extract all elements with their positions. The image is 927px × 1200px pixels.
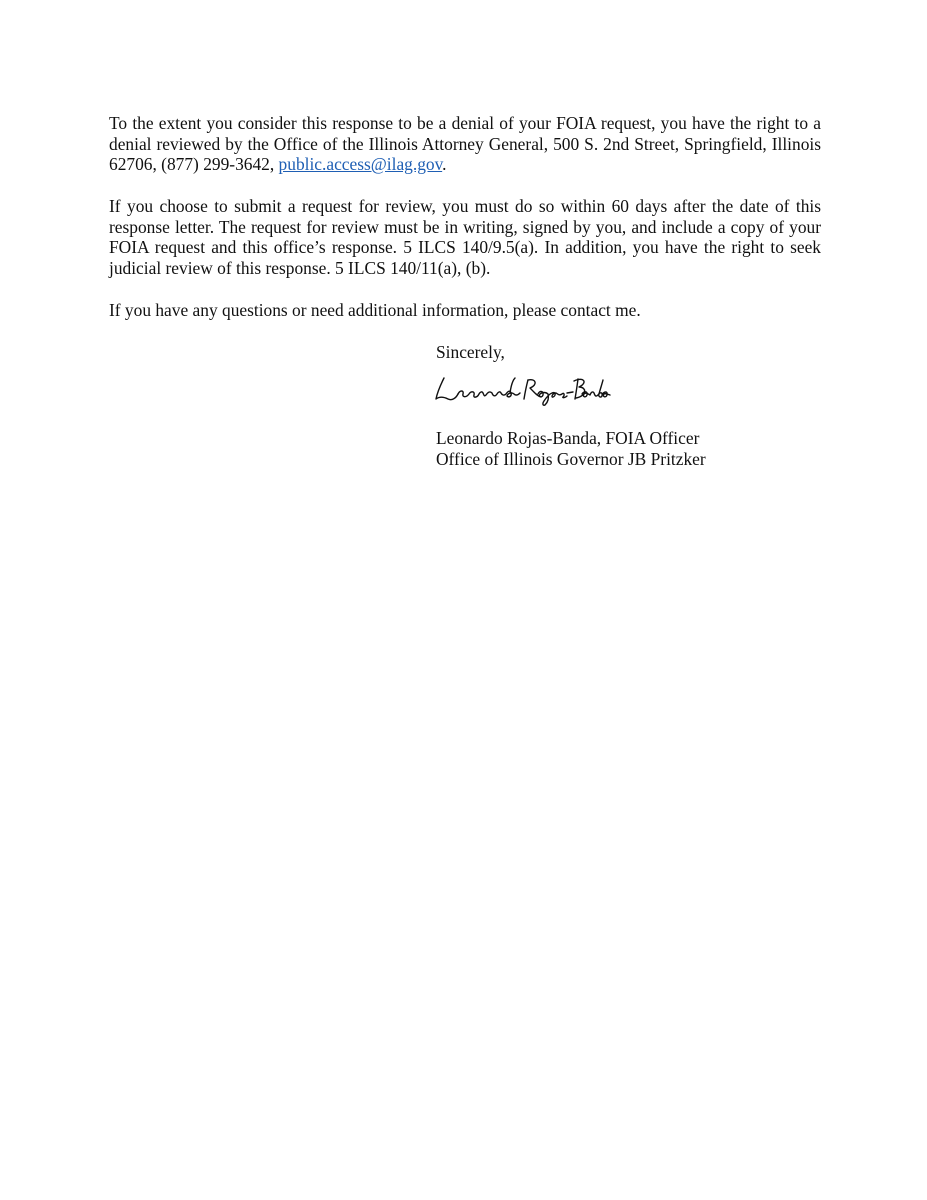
closing-salutation: Sincerely, (436, 342, 505, 362)
request-for-review-paragraph: If you choose to submit a request for review, you must do so within 60 days after the date of this response letter. The request for review must be in writing, signed by you, and include a copy of your FOIA request and this office’s response. 5 ILCS 140/9.5(a). In addition, you have the right to seek judicial review of this response. 5 ILCS 140/11(a), (b). (109, 196, 821, 278)
review-rights-text: To the extent you consider this response to be a denial of your FOIA request, you have the right to a denial reviewed by the Office of the Illinois Attorney General, 500 S. 2nd Street, Springfield, Illinois 62706, (877) 299-3642, (109, 113, 821, 174)
review-rights-period: . (442, 154, 447, 174)
public-access-email-link[interactable]: public.access@ilag.gov (278, 154, 443, 174)
signer-office: Office of Illinois Governor JB Pritzker (436, 449, 706, 469)
review-rights-paragraph (109, 113, 821, 175)
contact-paragraph: If you have any questions or need additional information, please contact me. (109, 300, 641, 320)
handwritten-signature (432, 372, 612, 408)
signer-name: Leonardo Rojas-Banda, FOIA Officer (436, 428, 700, 448)
